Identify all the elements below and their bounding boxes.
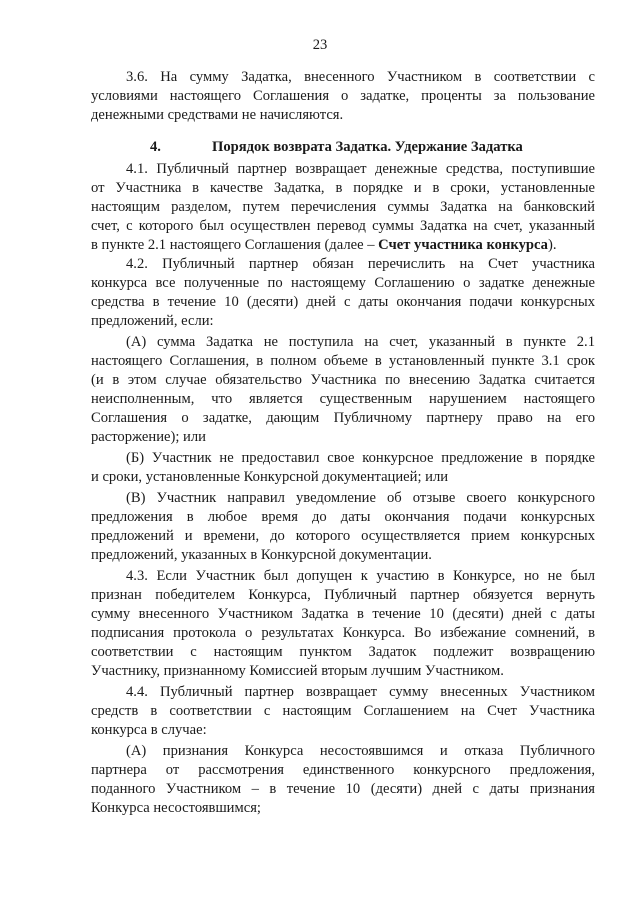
text-line: (В) Участник направил уведомление об отзыве своего конкурсного	[126, 490, 595, 506]
text-line: поданного Участником – в течение 10 (десяти) дней с даты признания	[91, 781, 595, 797]
text-line: условиями настоящего Соглашения о задатке, проценты за пользование	[91, 88, 595, 104]
text-line: денежными средствами не начисляются.	[91, 107, 344, 123]
text-line: 4.3. Если Участник был допущен к участию в Конкурсе, но не был	[126, 568, 595, 584]
text-line: 3.6. На сумму Задатка, внесенного Участником в соответствии с	[126, 69, 595, 85]
text-line: средства в течение 10 (десяти) дней с даты окончания подачи конкурсных	[91, 294, 595, 310]
text-line: настоящего Соглашения, в полном объеме в установленный пункте 3.1 срок	[91, 353, 595, 369]
text-line: настоящим разделом, путем перечисления суммы Задатка на банковский	[91, 199, 595, 215]
text-line: предложений, если:	[91, 313, 214, 329]
section-heading	[150, 137, 595, 157]
text-line: (и в этом случае обязательство Участника по внесению Задатка считается	[91, 372, 595, 388]
text-line: партнера от рассмотрения единственного конкурсного предложения,	[91, 762, 595, 778]
text-line: средств в соответствии с настоящим Соглашением на Счет Участника	[91, 703, 595, 719]
text-line: предложений, указанных в Конкурсной документации.	[91, 547, 432, 563]
text-line: соответствии с настоящим пунктом Задаток подлежит возвращению	[91, 644, 595, 660]
text-line: неисполненным, что является существенным нарушением настоящего	[91, 391, 595, 407]
text-line: подписания протокола о результатах Конкурса. Во избежание сомнений, в	[91, 625, 595, 641]
text-line: Соглашения о задатке, дающим Публичному партнеру право на его	[91, 410, 595, 426]
text-line: (А) сумма Задатка не поступила на счет, указанный в пункте 2.1	[126, 334, 595, 350]
page-number: 23	[312, 37, 328, 53]
text-line: конкурса в случае:	[91, 722, 207, 738]
text-line: и сроки, установленные Конкурсной документацией; или	[91, 469, 449, 485]
text-line: предложений и времени, до которого осуществляется прием конкурсных	[91, 528, 595, 544]
text-line: сумму внесенного Участником Задатка в течение 10 (десяти) дней с даты	[91, 606, 595, 622]
section-title: Порядок возврата Задатка. Удержание Задатка	[212, 139, 523, 155]
text-line: (Б) Участник не предоставил свое конкурсное предложение в порядке	[126, 450, 595, 466]
text-line: 4.2. Публичный партнер обязан перечислить на Счет участника	[126, 256, 595, 272]
text-line: признан победителем Конкурса, Публичный партнер обязуется вернуть	[91, 587, 595, 603]
section-number: 4.	[150, 139, 161, 155]
text-line: счет, с которого был осуществлен перевод суммы Задатка на счет, указанный	[91, 218, 595, 234]
text-line: расторжение); или	[91, 429, 206, 445]
text-line: 4.4. Публичный партнер возвращает сумму внесенных Участником	[126, 684, 595, 700]
text-line: 4.1. Публичный партнер возвращает денежные средства, поступившие	[126, 161, 595, 177]
text-line: Участнику, признанному Комиссией вторым лучшим Участником.	[91, 663, 504, 679]
text-line: от Участника в качестве Задатка, в порядке и в сроки, установленные	[91, 180, 595, 196]
text-line: конкурса все полученные по настоящему Соглашению о задатке денежные	[91, 275, 595, 291]
text-line: предложения в любое время до даты окончания подачи конкурсных	[91, 509, 595, 525]
text-line: Конкурса несостоявшимся;	[91, 800, 261, 816]
defined-term: Счет участника конкурса	[378, 237, 548, 253]
text-line: (А) признания Конкурса несостоявшимся и отказа Публичного	[126, 743, 595, 759]
text-line: в пункте 2.1 настоящего Соглашения (далее – Счет участника конкурса).	[91, 237, 557, 253]
